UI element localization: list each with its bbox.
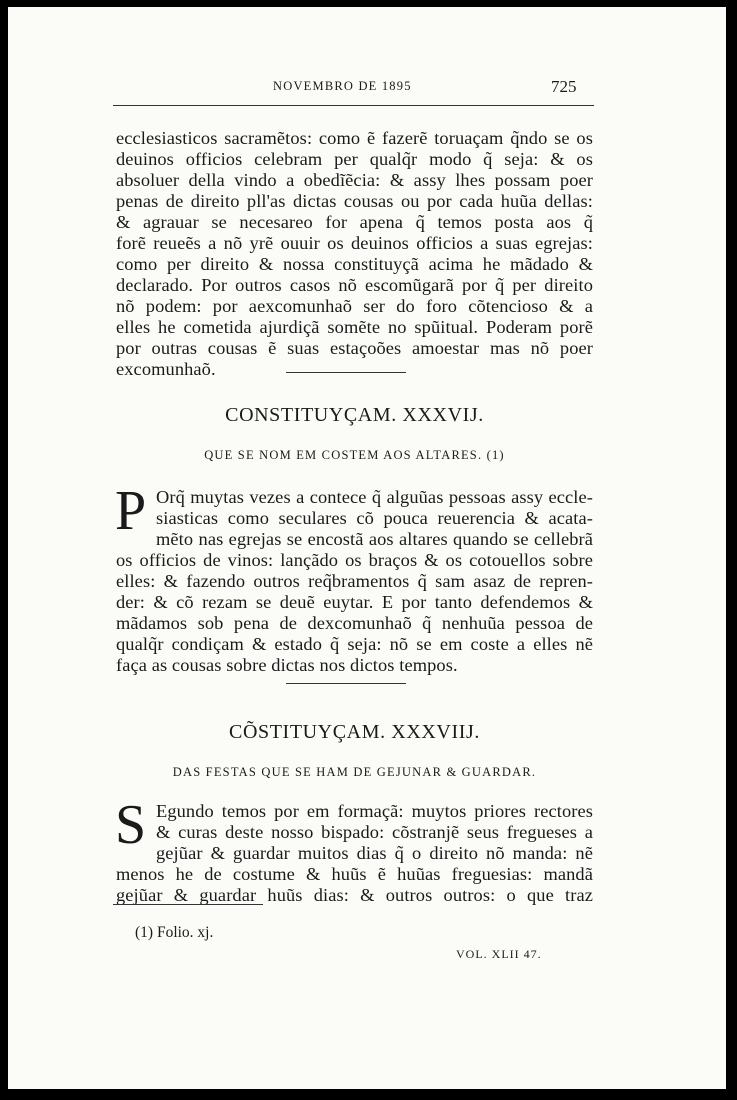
text-line: declarado. Por outros casos nõ escomũgarã por q̃ per direito [116,275,593,295]
section-38-subtitle: DAS FESTAS QUE SE HAM DE GEJUNAR & GUARDAR. [172,765,537,779]
signature-mark: VOL. XLII 47. [456,947,542,961]
text-line: Orq̃ muytas vezes a contece q̃ alguũas pessoas assy eccle- [156,487,593,507]
footnote-rule [113,904,263,905]
text-line: absoluer della vindo a obedĩẽcia: & assy lhes possam poer [116,170,593,190]
text-line: por outras cousas ẽ suas estaçoões amoestar mas nõ poer [116,338,593,358]
text-line: Egundo temos por em formaçã: muytos priores rectores [156,801,593,821]
running-title: NOVEMBRO DE 1895 [273,79,412,93]
text-line: menos he de costume & huũs ẽ huũas freguesias: mandã [116,864,593,884]
drop-cap-p: P [115,480,147,542]
text-line: os officios de vinos: lançãdo os braços & os cotouellos sobre [116,550,593,570]
text-line: forẽ reueẽs a nõ yrẽ ouuir os deuinos officios a suas egrejas: [116,233,593,253]
section-37-title: CONSTITUYÇAM. XXXVIJ. [225,404,484,426]
text-line: gejũar & guardar huũs dias: & outros outros: o que traz [116,885,593,905]
text-line: elles: & fazendo outros req̃bramentos q̃ sam asaz de repren- [116,571,593,591]
text-line: mẽto nas egrejas se encostã aos altares quando se cellebrã [156,529,593,549]
text-line: penas de direito pll'as dictas cousas ou por cada huũa dellas: [116,191,593,211]
header-rule [113,105,594,106]
text-line: mãdamos sob pena de dexcomunhaõ q̃ nenhuũa pessoa de [116,613,593,633]
text-line: como per direito & nossa constituyçã acima he mãdado & [116,254,593,274]
text-line: elles he cometida ajurdiçã somẽte no spũitual. Poderam porẽ [116,317,593,337]
text-line: nõ podem: por aexcomunhaõ ser do foro cõtencioso & a [116,296,593,316]
section-37-subtitle: QUE SE NOM EM COSTEM AOS ALTARES. (1) [204,448,505,462]
drop-cap-s: S [115,794,147,856]
section-divider [286,683,406,684]
page-number: 725 [551,77,577,96]
text-line: excomunhaõ. [116,359,216,379]
section-divider [286,372,406,373]
section-38-title: CÕSTITUYÇAM. XXXVIIJ. [229,721,480,743]
paper-sheet [8,7,726,1089]
text-line: siasticas como seculares cõ pouca reuerencia & acata- [156,508,593,528]
footnote: (1) Folio. xj. [135,924,214,941]
text-line: & agrauar se necesareo for apena q̃ temos posta aos q̃ [116,212,593,232]
text-line: der: & cõ rezam se deuẽ euytar. E por tanto defendemos & [116,592,593,612]
text-line: qualq̃r condiçam & estado q̃ seja: nõ se em coste a elles nẽ [116,634,593,654]
text-line: ecclesiasticos sacramẽtos: como ẽ fazerẽ toruaçam q̃ndo se os [116,128,593,148]
text-line: faça as cousas sobre dictas nos dictos tempos. [116,655,458,675]
text-line: gejũar & guardar muitos dias q̃ o direito nõ manda: nẽ [156,843,593,863]
text-line: & curas deste nosso bispado: cõstranjẽ seus fregueses a [156,822,593,842]
text-line: deuinos officios celebram per qualq̃r modo q̃ seja: & os [116,149,593,169]
